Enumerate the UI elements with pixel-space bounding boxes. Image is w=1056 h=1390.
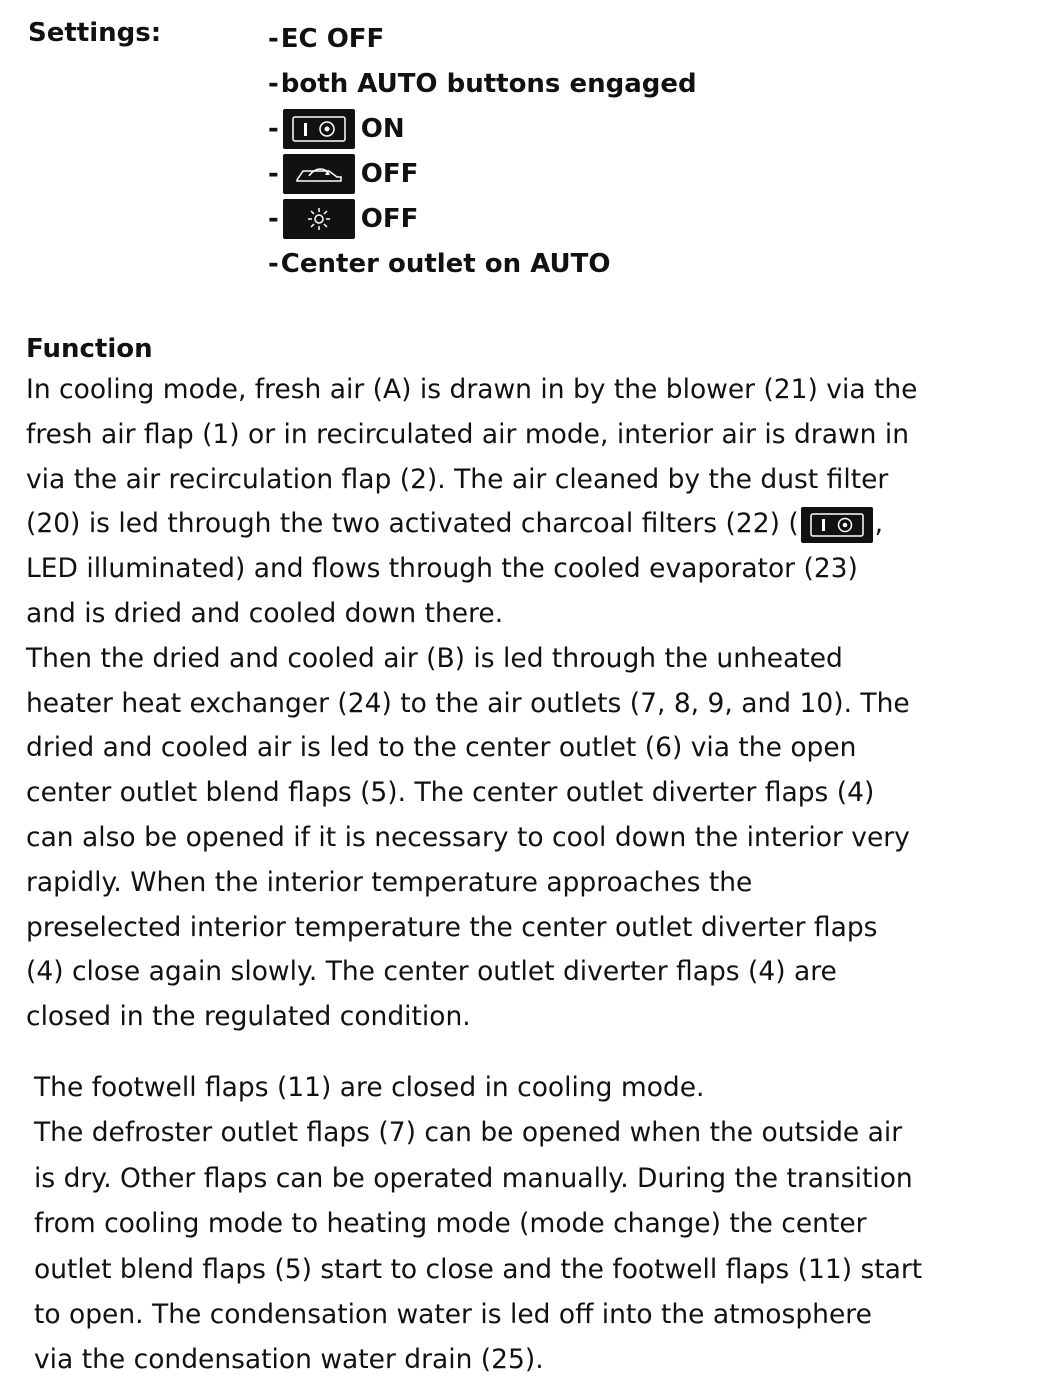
setting-text: EC OFF (280, 23, 385, 54)
activated-charcoal-button-icon (801, 507, 873, 543)
setting-text: both AUTO buttons engaged (280, 68, 697, 99)
recirculation-car-button-icon (283, 154, 355, 194)
text-line: via the air recirculation flap (2). The air cleaned by the dust filter (26, 463, 889, 495)
line-text-after-icon: , (874, 508, 884, 540)
text-line: preselected interior temperature the center outlet diverter flaps (26, 911, 878, 943)
function-paragraph-1 (26, 368, 918, 1040)
setting-text: ON (360, 113, 405, 144)
setting-text: OFF (360, 158, 419, 189)
activated-charcoal-button-icon (283, 109, 355, 149)
text-line: via the condensation water drain (25). (34, 1344, 544, 1376)
bullet-dash: - (268, 23, 279, 54)
settings-label: Settings: (28, 18, 162, 48)
text-line: Then the dried and cooled air (B) is led through the unheated (26, 642, 843, 674)
text-line: closed in the regulated condition. (26, 1001, 471, 1033)
text-line: can also be opened if it is necessary to cool down the interior very (26, 821, 910, 853)
function-heading: Function (26, 334, 153, 364)
setting-text: OFF (360, 203, 419, 234)
setting-item (268, 16, 988, 61)
text-line: to open. The condensation water is led off into the atmosphere (34, 1298, 872, 1330)
text-line: The defroster outlet flaps (7) can be opened when the outside air (34, 1117, 903, 1149)
text-line: LED illuminated) and flows through the cooled evaporator (23) (26, 553, 858, 585)
bullet-dash: - (268, 203, 279, 234)
line-text-before-icon: (20) is led through the two activated charcoal filters (22) ( (26, 508, 799, 540)
defrost-sun-button-icon (283, 199, 355, 239)
text-line: The footwell flaps (11) are closed in cooling mode. (34, 1072, 705, 1103)
setting-item (268, 196, 988, 241)
setting-item (268, 151, 988, 196)
text-line (26, 502, 918, 547)
text-line: is dry. Other flaps can be operated manually. During the transition (34, 1162, 913, 1194)
text-line: fresh air flap (1) or in recirculated air mode, interior air is drawn in (26, 418, 909, 450)
setting-item (268, 241, 988, 286)
setting-item (268, 61, 988, 106)
setting-text: Center outlet on AUTO (280, 248, 611, 279)
bullet-dash: - (268, 158, 279, 189)
bullet-dash: - (268, 248, 279, 279)
settings-list (268, 16, 988, 286)
text-line: from cooling mode to heating mode (mode change) the center (34, 1208, 867, 1240)
text-line: and is dried and cooled down there. (26, 597, 504, 629)
text-line: rapidly. When the interior temperature approaches the (26, 866, 753, 898)
bullet-dash: - (268, 113, 279, 144)
text-line: dried and cooled air is led to the center outlet (6) via the open (26, 732, 857, 764)
text-line: (4) close again slowly. The center outlet diverter flaps (4) are (26, 956, 837, 988)
text-line: outlet blend flaps (5) start to close and the footwell flaps (11) start (34, 1253, 923, 1285)
setting-item (268, 106, 988, 151)
function-paragraph-2 (34, 1065, 922, 1383)
text-line: In cooling mode, fresh air (A) is drawn in by the blower (21) via the (26, 374, 918, 405)
text-line: heater heat exchanger (24) to the air outlets (7, 8, 9, and 10). The (26, 687, 910, 719)
bullet-dash: - (268, 68, 279, 99)
text-line: center outlet blend flaps (5). The center outlet diverter flaps (4) (26, 777, 875, 809)
